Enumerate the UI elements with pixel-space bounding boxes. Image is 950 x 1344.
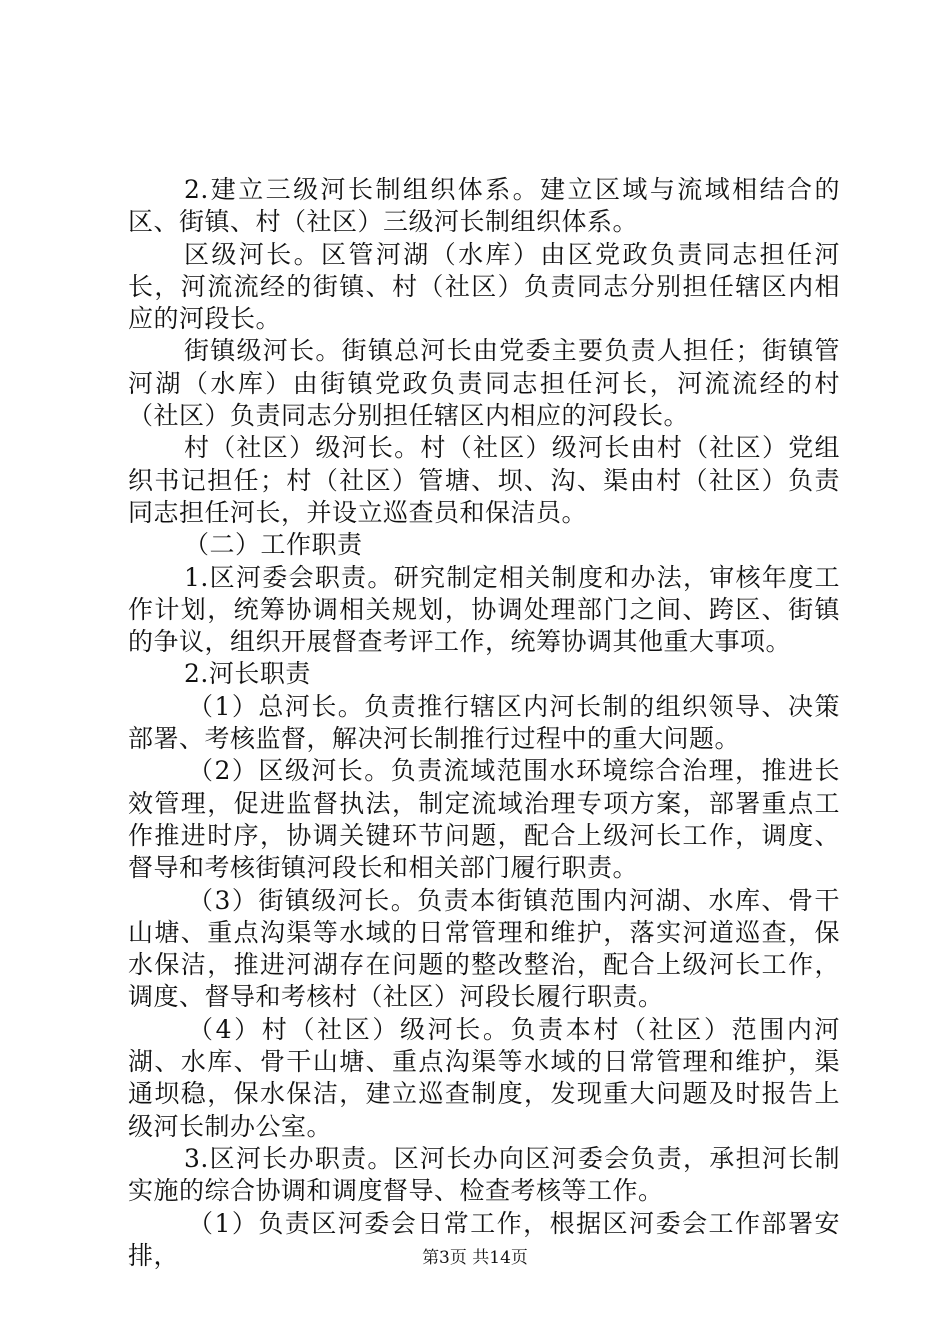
paragraph-chief-general: （1）总河长。负责推行辖区内河长制的组织领导、决策部署、考核监督，解决河长制推行过程中的重大问题。 (128, 691, 840, 754)
section-heading-duties: （二）工作职责 (184, 530, 363, 560)
paragraph-chief-town: （3）街镇级河长。负责本街镇范围内河湖、水库、骨干山塘、重点沟渠等水域的日常管理和维护，落实河道巡查，保水保洁，推进河湖存在问题的整改整治，配合上级河长工作，调度、督导和考核村（社区）河段长履行职责。 (128, 885, 840, 1012)
paragraph-district-river-chief: 区级河长。区管河湖（水库）由区党政负责同志担任河长，河流流经的街镇、村（社区）负责同志分别担任辖区内相应的河段长。 (128, 239, 840, 334)
paragraph-town-river-chief: 街镇级河长。街镇总河长由党委主要负责人担任；街镇管河湖（水库）由街镇党政负责同志担任河长，河流流经的村（社区）负责同志分别担任辖区内相应的河段长。 (128, 336, 840, 431)
document-body (128, 174, 840, 1272)
subheading-river-chief-duties: 2.河长职责 (184, 659, 311, 689)
paragraph-committee-duties: 1.区河委会职责。研究制定相关制度和办法，审核年度工作计划，统筹协调相关规划，协调处理部门之间、跨区、街镇的争议，组织开展督查考评工作，统筹协调其他重大事项。 (128, 562, 840, 657)
page-number-footer: 第3页 共14页 (422, 1248, 528, 1268)
paragraph-chief-village: （4）村（社区）级河长。负责本村（社区）范围内河湖、水库、骨干山塘、重点沟渠等水域的日常管理和维护，渠通坝稳，保水保洁，建立巡查制度，发现重大问题及时报告上级河长制办公室。 (128, 1014, 840, 1141)
paragraph-office-duties: 3.区河长办职责。区河长办向区河委会负责，承担河长制实施的综合协调和调度督导、检查考核等工作。 (128, 1143, 840, 1206)
paragraph-village-river-chief: 村（社区）级河长。村（社区）级河长由村（社区）党组织书记担任；村（社区）管塘、坝、沟、渠由村（社区）负责同志担任河长，并设立巡查员和保洁员。 (128, 433, 840, 527)
paragraph-organization-system: 2.建立三级河长制组织体系。建立区域与流域相结合的区、街镇、村（社区）三级河长制组织体系。 (128, 175, 840, 237)
paragraph-office-duty-1: （1）负责区河委会日常工作，根据区河委会工作部署安排， (128, 1208, 840, 1270)
paragraph-chief-district: （2）区级河长。负责流域范围水环境综合治理，推进长效管理，促进监督执法，制定流域治理专项方案，部署重点工作推进时序，协调关键环节问题，配合上级河长工作，调度、督导和考核街镇河段长和相关部门履行职责。 (128, 756, 840, 883)
